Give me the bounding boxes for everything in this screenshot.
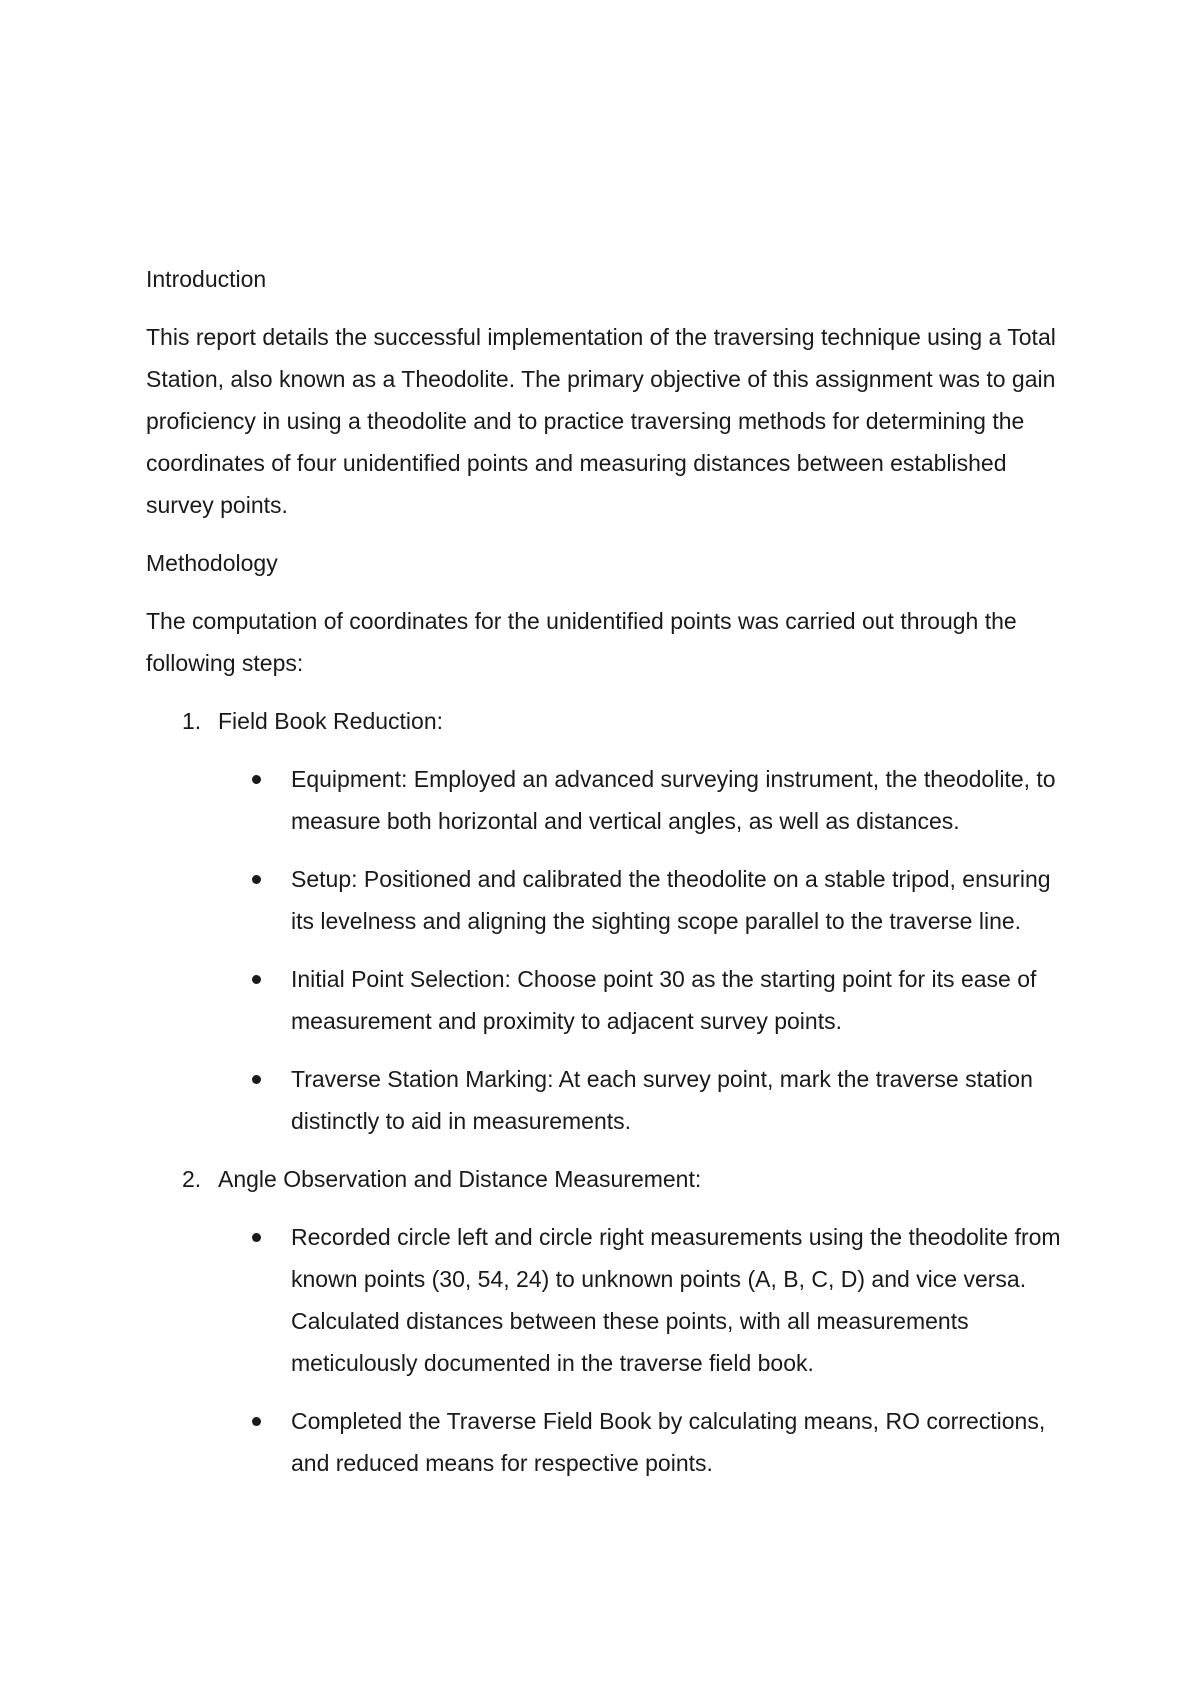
methodology-heading: Methodology <box>146 550 278 576</box>
step-1-bullets <box>218 758 1066 1142</box>
step-item-1 <box>146 700 1066 1142</box>
introduction-paragraph: This report details the successful implementation of the traversing technique using a Total Station, also known as a Theodolite. The primary objective of this assignment was to gain proficiency in using a theodolite and to practice traversing methods for determining the coordinates of four unidentified points and measuring distances between established survey points. <box>146 324 1056 518</box>
bullet-icon <box>252 1075 261 1084</box>
bullet-item <box>218 758 1066 842</box>
bullet-text: Recorded circle left and circle right measurements using the theodolite from known points (30, 54, 24) to unknown points (A, B, C, D) and vice versa. Calculated distances between these points, with all measurements meticulously documented in the traverse field book. <box>291 1224 1061 1376</box>
bullet-text: Setup: Positioned and calibrated the theodolite on a stable tripod, ensuring its levelness and aligning the sighting scope parallel to the traverse line. <box>291 866 1051 934</box>
bullet-item <box>218 1058 1066 1142</box>
step-2-bullets <box>218 1216 1066 1484</box>
bullet-icon <box>252 1233 261 1242</box>
step-number: 1. <box>182 708 202 734</box>
bullet-icon <box>252 1417 261 1426</box>
step-title: Field Book Reduction: <box>218 708 444 734</box>
bullet-item <box>218 858 1066 942</box>
introduction-heading: Introduction <box>146 266 267 292</box>
step-item-2 <box>146 1158 1066 1484</box>
step-title: Angle Observation and Distance Measurement: <box>218 1166 702 1192</box>
bullet-icon <box>252 875 261 884</box>
document-body <box>146 258 1066 1500</box>
methodology-paragraph: The computation of coordinates for the unidentified points was carried out through the following steps: <box>146 608 1017 676</box>
bullet-item <box>218 1400 1066 1484</box>
methodology-steps-list <box>146 700 1066 1484</box>
bullet-icon <box>252 775 261 784</box>
bullet-text: Equipment: Employed an advanced surveying instrument, the theodolite, to measure both horizontal and vertical angles, as well as distances. <box>291 766 1056 834</box>
bullet-item <box>218 958 1066 1042</box>
bullet-text: Traverse Station Marking: At each survey point, mark the traverse station distinctly to aid in measurements. <box>291 1066 1033 1134</box>
bullet-icon <box>252 975 261 984</box>
step-number: 2. <box>182 1166 202 1192</box>
bullet-item <box>218 1216 1066 1384</box>
bullet-text: Initial Point Selection: Choose point 30 as the starting point for its ease of measurement and proximity to adjacent survey points. <box>291 966 1037 1034</box>
bullet-text: Completed the Traverse Field Book by calculating means, RO corrections, and reduced means for respective points. <box>291 1408 1046 1476</box>
